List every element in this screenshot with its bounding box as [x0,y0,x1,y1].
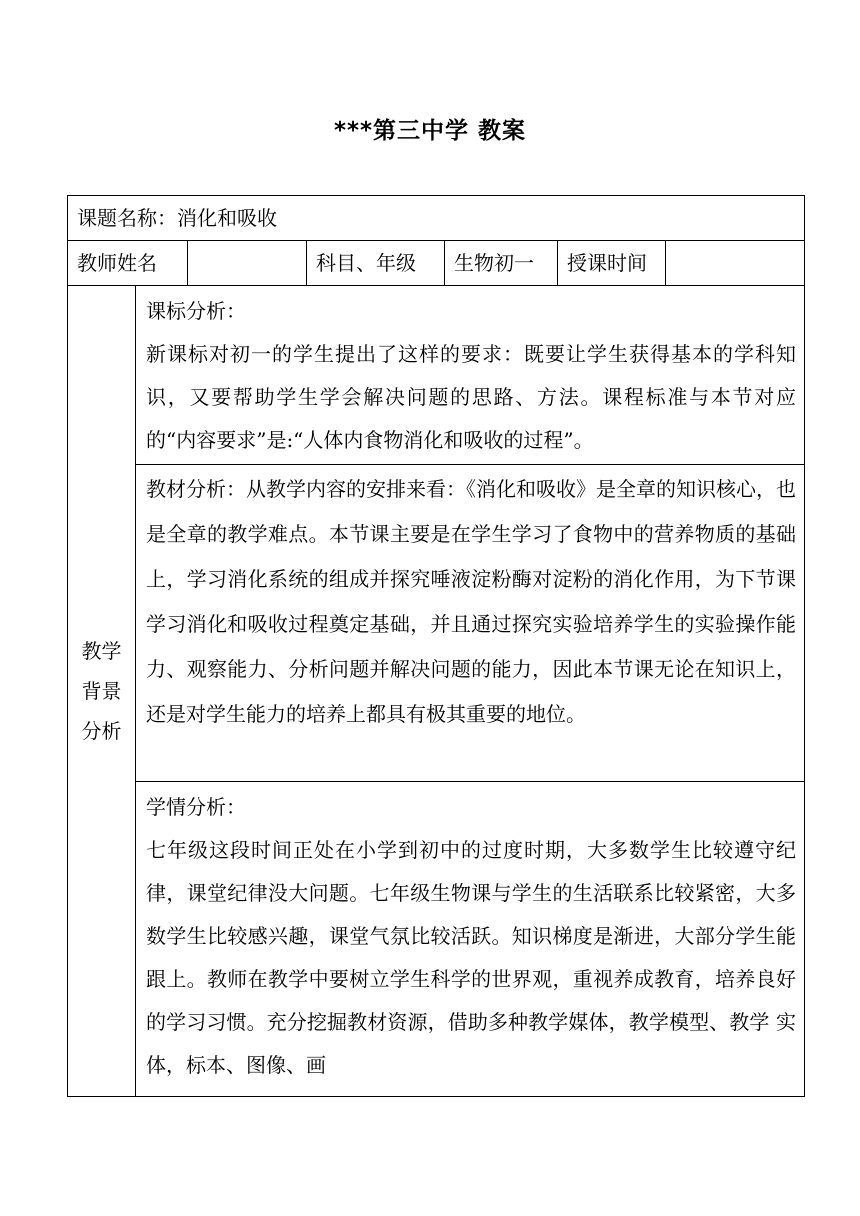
page-title: ***第三中学 教案 [333,118,527,144]
subject-value: 生物初一 [445,241,558,286]
students-analysis-cell [136,782,805,1097]
curriculum-analysis-cell [136,286,805,465]
students-text: 七年级这段时间正处在小学到初中的过度时期，大多数学生比较遵守纪律，课堂纪律没大问题。七年级生物课与学生的生活联系比较紧密，大多数学生比较感兴趣，课堂气氛比较活跃。知识梯度是渐进，大部分学生能跟上。教师在教学中要树立学生科学的世界观，重视养成教育，培养良好的学习习惯。充分挖掘教材资源，借助多种教学媒体，教学模型、教学 实体，标本、图像、画 [146,838,796,1077]
curriculum-row [68,286,805,465]
topic-row [68,196,805,241]
side-label-line-1: 教学 [81,639,122,663]
subject-label: 科目、年级 [307,241,445,286]
topic-cell: 课题名称：消化和吸收 [68,196,805,241]
time-label: 授课时间 [558,241,666,286]
side-label-line-3: 分析 [81,719,122,743]
students-heading: 学情分析： [146,795,246,819]
teacher-label: 教师姓名 [68,241,188,286]
info-row [68,241,805,286]
textbook-text: 教材分析：从教学内容的安排来看：《消化和吸收》是全章的知识核心，也是全章的教学难点。本节课主要是在学生学习了食物中的营养物质的基础上，学习消化系统的组成并探究唾液淀粉酶对淀粉的消化作用，为下节课学习消化和吸收过程奠定基础，并且通过探究实验培养学生的实验操作能力、观察能力、分析问题并解决问题的能力，因此本节课无论在知识上，还是对学生能力的培养上都具有极其重要的地位。 [146,477,796,726]
side-label-line-2: 背景 [81,679,122,703]
curriculum-text: 新课标对初一的学生提出了这样的要求：既要让学生获得基本的学科知识，又要帮助学生学会解决问题的思路、方法。课程标准与本节对应的“内容要求”是:“人体内食物消化和吸收的过程”。 [146,342,796,452]
lesson-plan-table [67,195,805,1097]
background-side-label [68,286,136,1097]
curriculum-heading: 课标分析： [146,299,246,323]
textbook-row [68,465,805,782]
textbook-analysis-cell [136,465,805,782]
time-value [666,241,805,286]
students-row [68,782,805,1097]
teacher-value [188,241,307,286]
